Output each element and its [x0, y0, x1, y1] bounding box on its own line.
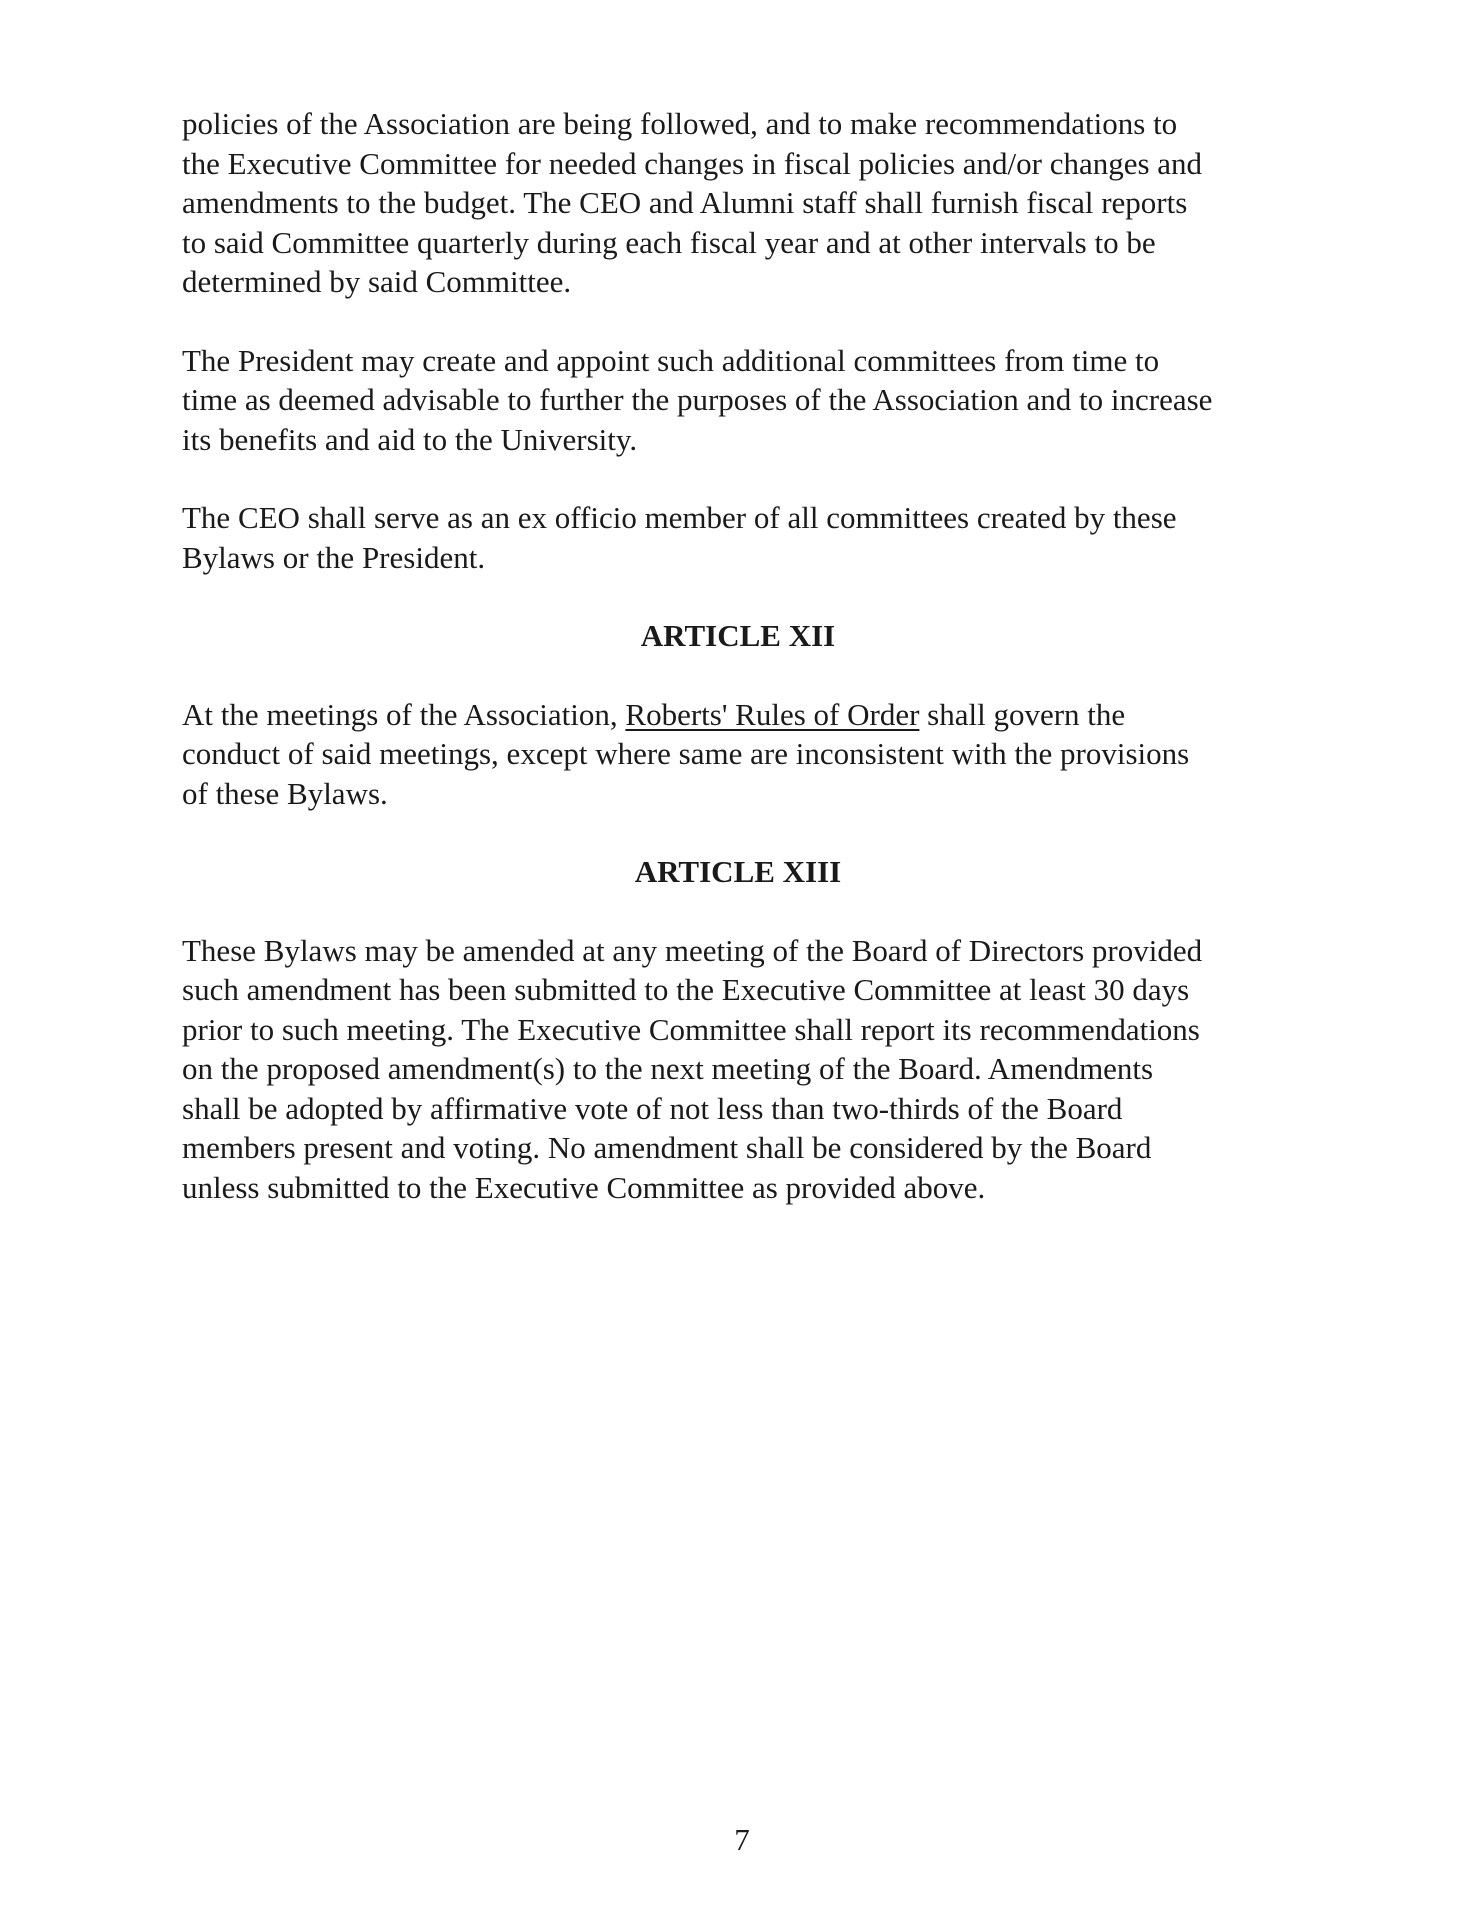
text-line: Bylaws or the President.: [182, 539, 486, 575]
article-xii-heading: ARTICLE XII: [640, 618, 836, 653]
paragraph-additional-committees: [182, 341, 1332, 460]
document-body: [182, 104, 1332, 1246]
text-line: conduct of said meetings, except where same are inconsistent with the provisions: [182, 736, 1190, 771]
text-line: its benefits and aid to the University.: [182, 421, 638, 457]
text-line: time as deemed advisable to further the purposes of the Association and to increase: [182, 382, 1213, 417]
text-line: on the proposed amendment(s) to the next meeting of the Board. Amendments: [182, 1051, 1154, 1086]
text-line: The President may create and appoint such additional committees from time to: [182, 342, 1160, 378]
page-number: 7: [734, 1822, 750, 1857]
text-line: of these Bylaws.: [182, 775, 388, 811]
text-line: to said Committee quarterly during each fiscal year and at other intervals to be: [182, 224, 1156, 260]
text-line: the Executive Committee for needed changes in fiscal policies and/or changes and: [182, 145, 1203, 181]
paragraph-ceo-ex-officio: [182, 498, 1332, 577]
text-line: determined by said Committee.: [182, 264, 572, 299]
article-xiii-heading: ARTICLE XIII: [634, 854, 842, 889]
text-line: shall be adopted by affirmative vote of not less than two-thirds of the Board: [182, 1090, 1123, 1126]
text-line: such amendment has been submitted to the Executive Committee at least 30 days: [182, 972, 1190, 1007]
text-line: unless submitted to the Executive Committee as provided above.: [182, 1169, 986, 1205]
paragraph-amendments: [182, 931, 1332, 1208]
text-fragment: shall govern the: [919, 696, 1126, 732]
text-line: [182, 695, 1332, 735]
text-line: members present and voting. No amendment shall be considered by the Board: [182, 1130, 1152, 1165]
text-line: policies of the Association are being followed, and to make recommendations to: [182, 106, 1178, 141]
paragraph-fiscal-policies: [182, 104, 1332, 302]
paragraph-rules-of-order: [182, 695, 1332, 814]
text-line: prior to such meeting. The Executive Committee shall report its recommendations: [182, 1011, 1200, 1047]
text-line: The CEO shall serve as an ex officio member of all committees created by these: [182, 500, 1177, 535]
text-fragment: At the meetings of the Association,: [182, 696, 626, 732]
text-line: amendments to the budget. The CEO and Alumni staff shall furnish fiscal reports: [182, 185, 1188, 220]
roberts-rules-title: Roberts' Rules of Order: [625, 696, 920, 732]
text-line: These Bylaws may be amended at any meeting of the Board of Directors provided: [182, 932, 1203, 968]
